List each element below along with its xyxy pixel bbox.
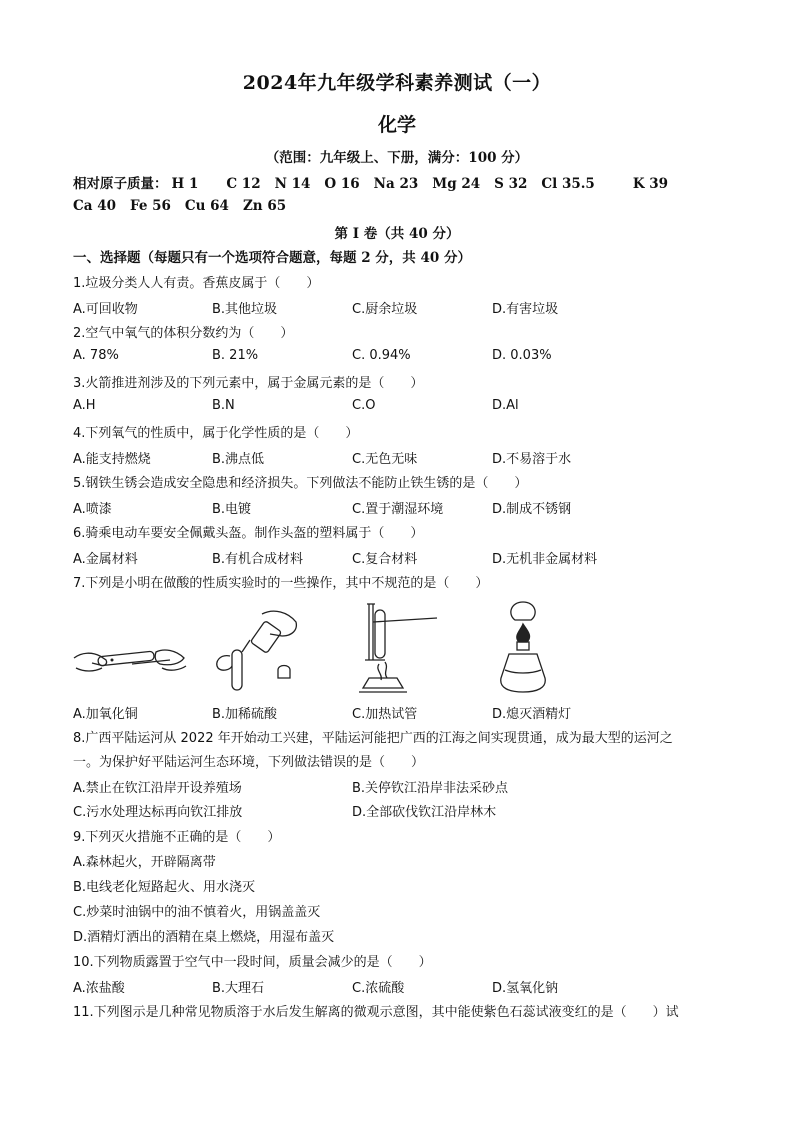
atomic-mass: S 32 — [494, 176, 528, 192]
option-d: D.制成不锈钢 — [492, 502, 572, 517]
option-d: D.有害垃圾 — [492, 302, 559, 317]
option-c: C.污水处理达标再向钦江排放 — [73, 805, 243, 820]
option-c: C.无色无味 — [352, 452, 418, 467]
option-b: B.关停钦江沿岸非法采砂点 — [352, 781, 509, 796]
option-b: B.电线老化短路起火、用水浇灭 — [73, 880, 256, 895]
atomic-mass: C 12 — [226, 176, 261, 192]
option-b: B.有机合成材料 — [212, 552, 304, 567]
option-c: C.置于潮湿环境 — [352, 502, 444, 517]
question-stem-continued: 一。为保护好平陆运河生态环境，下列做法错误的是（ ） — [73, 755, 425, 770]
option-b: B.其他垃圾 — [212, 302, 278, 317]
option-b: B.N — [212, 398, 235, 413]
atomic-mass: O 16 — [324, 176, 360, 192]
option-a: A.森林起火，开辟隔离带 — [73, 855, 216, 870]
option-b: B. 21% — [212, 348, 259, 363]
option-b: B.电镀 — [212, 502, 252, 517]
option-c: C.浓硫酸 — [352, 981, 405, 996]
option-a: A. 78% — [73, 348, 119, 363]
figure-extinguish-alcohol-lamp — [495, 598, 555, 698]
option-a: A.H — [73, 398, 96, 413]
figure-add-dilute-sulfuric-acid — [212, 606, 302, 698]
option-d: D.氢氧化钠 — [492, 981, 559, 996]
exam-title: 2024年九年级学科素养测试（一） — [242, 72, 552, 94]
option-c: C.复合材料 — [352, 552, 418, 567]
option-d: D. 0.03% — [492, 348, 552, 363]
question-stem: 8.广西平陆运河从 2022 年开始动工兴建，平陆运河能把广西的江海之间实现贯通，成为最大型的运河之 — [73, 731, 673, 746]
question-stem: 6.骑乘电动车要安全佩戴头盔。制作头盔的塑料属于（ ） — [73, 526, 424, 541]
option-a: A.浓盐酸 — [73, 981, 125, 996]
atomic-mass: Fe 56 — [129, 198, 171, 214]
question-stem: 1.垃圾分类人人有责。香蕉皮属于（ ） — [73, 276, 320, 291]
question-stem: 7.下列是小明在做酸的性质实验时的一些操作，其中不规范的是（ ） — [73, 576, 489, 591]
atomic-mass: Na 23 — [373, 176, 419, 192]
option-a: A.可回收物 — [73, 302, 138, 317]
question-stem: 4.下列氧气的性质中，属于化学性质的是（ ） — [73, 426, 359, 441]
option-d: D.无机非金属材料 — [492, 552, 598, 567]
option-c: C. 0.94% — [352, 348, 411, 363]
atomic-mass-label: 相对原子质量： — [73, 176, 168, 192]
option-d: D.酒精灯洒出的酒精在桌上燃烧，用湿布盖灭 — [73, 930, 335, 945]
question-stem: 5.钢铁生锈会造成安全隐患和经济损失。下列做法不能防止铁生锈的是（ ） — [73, 476, 528, 491]
option-a: A.金属材料 — [73, 552, 138, 567]
question-stem: 11.下列图示是几种常见物质溶于水后发生解离的微观示意图，其中能使紫色石蕊试液变红的是（ ）试 — [73, 1005, 679, 1020]
option-a: A.能支持燃烧 — [73, 452, 151, 467]
figure-heat-test-tube — [355, 600, 445, 694]
option-d: D.全部砍伐钦江沿岸林木 — [352, 805, 497, 820]
exam-range: （范围：九年级上、下册，满分：100 分） — [265, 150, 529, 166]
option-b: B.大理石 — [212, 981, 265, 996]
atomic-mass: Ca 40 — [73, 198, 116, 214]
atomic-mass: K 39 — [632, 176, 669, 192]
subject-title: 化学 — [377, 114, 416, 136]
option-a: A.喷漆 — [73, 502, 112, 517]
section-heading: 一、选择题（每题只有一个选项符合题意，每题 2 分，共 40 分） — [73, 250, 471, 266]
atomic-mass: H 1 — [171, 176, 199, 192]
figure-add-copper-oxide — [72, 630, 188, 692]
option-c: C.O — [352, 398, 376, 413]
atomic-mass: N 14 — [274, 176, 311, 192]
atomic-mass: Mg 24 — [432, 176, 481, 192]
option-a: A.禁止在钦江沿岸开设养殖场 — [73, 781, 242, 796]
option-b: B.加稀硫酸 — [212, 707, 278, 722]
option-c: C.厨余垃圾 — [352, 302, 418, 317]
atomic-mass-row-2 — [73, 198, 300, 214]
atomic-mass: Zn 65 — [242, 198, 287, 214]
option-d: D.熄灭酒精灯 — [492, 707, 572, 722]
question-stem: 10.下列物质露置于空气中一段时间，质量会减少的是（ ） — [73, 955, 432, 970]
question-stem: 2.空气中氧气的体积分数约为（ ） — [73, 326, 294, 341]
atomic-mass: Cl 35.5 — [541, 176, 595, 192]
option-a: A.加氧化铜 — [73, 707, 138, 722]
atomic-mass: Cu 64 — [184, 198, 229, 214]
option-c: C.炒菜时油锅中的油不慎着火，用锅盖盖灭 — [73, 905, 321, 920]
question-stem: 9.下列灭火措施不正确的是（ ） — [73, 830, 281, 845]
volume-heading: 第 I 卷（共 40 分） — [334, 226, 460, 242]
option-d: D.Al — [492, 398, 519, 413]
atomic-mass-row-1 — [73, 172, 682, 192]
option-d: D.不易溶于水 — [492, 452, 572, 467]
option-b: B.沸点低 — [212, 452, 265, 467]
question-stem: 3.火箭推进剂涉及的下列元素中，属于金属元素的是（ ） — [73, 376, 424, 391]
option-c: C.加热试管 — [352, 707, 418, 722]
